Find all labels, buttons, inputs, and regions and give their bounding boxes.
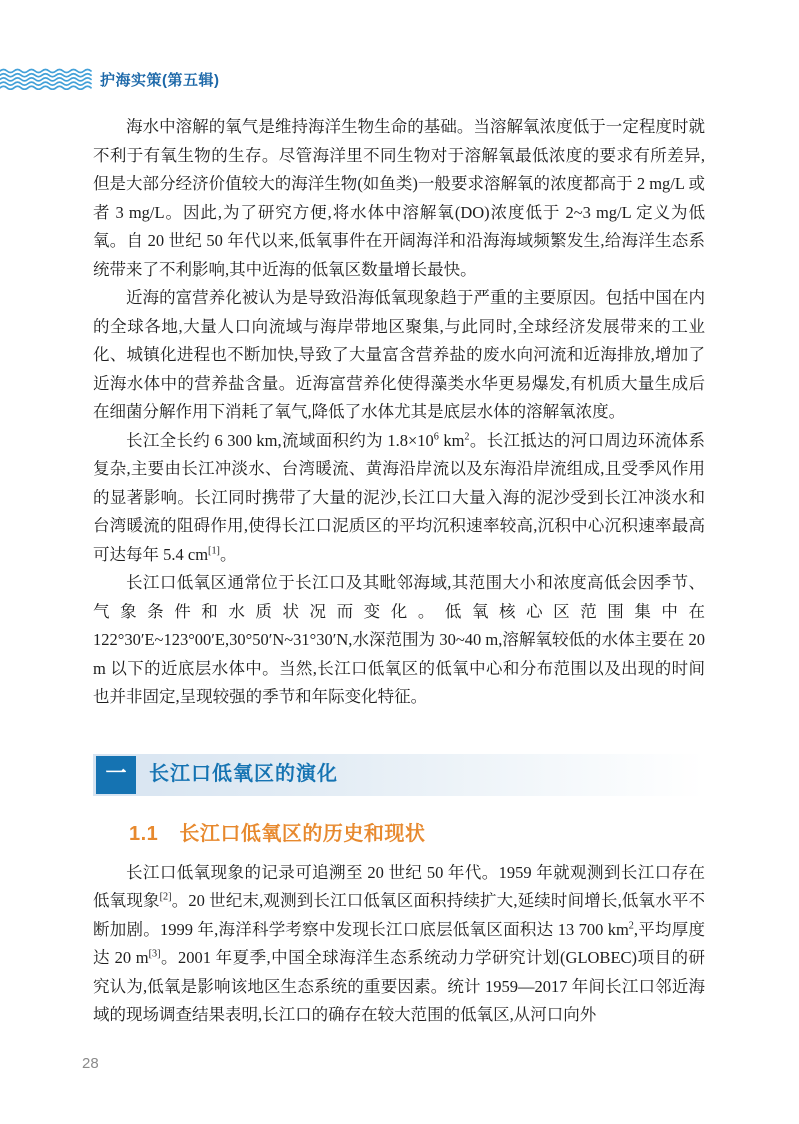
- waves-icon: [0, 68, 93, 90]
- section-heading-banner: [93, 754, 705, 796]
- paragraph-section-1: 长江口低氧现象的记录可追溯至 20 世纪 50 年代。1959 年就观测到长江口存在低氧现象[2]。20 世纪末,观测到长江口低氧区面积持续扩大,延续时间增长,低氧水平不断加剧。1999 年,海洋科学考察中发现长江口底层低氧区面积达 13 700 $km^2$,平均厚度达 20 m[3]。2001 年夏季,中国全球海洋生态系统动力学研究计划(GLOBEC)项目的研究认为,低氧是影响该地区生态系统的重要因素。统计 1959—2017 年间长江口邻近海域的现场调查结果表明,长江口的确存在较大范围的低氧区,从河口向外: [93, 862, 706, 1024]
- page-number: 28: [82, 1055, 99, 1072]
- paragraph-intro-1: 海水中溶解的氧气是维持海洋生物生命的基础。当溶解氧浓度低于一定程度时就不利于有氧生物的生存。尽管海洋里不同生物对于溶解氧最低浓度的要求有所差异,但是大部分经济价值较大的海洋生物(如鱼类)一般要求溶解氧的浓度都高于 2 mg/L 或者 3 mg/L。因此,为了研究方便,将水体中溶解氧(DO)浓度低于 2~3 mg/L 定义为低氧。自 20 世纪 50 年代以来,低氧事件在开阔海洋和沿海海域频繁发生,给海洋生态系统带来了不利影响,其中近海的低氧区数量增长最快。: [93, 117, 705, 279]
- paragraph-intro-2: 近海的富营养化被认为是导致沿海低氧现象趋于严重的主要原因。包括中国在内的全球各地,大量人口向流域与海岸带地区聚集,与此同时,全球经济发展带来的工业化、城镇化进程也不断加快,导致了大量富含营养盐的废水向河流和近海排放,增加了近海水体中的营养盐含量。近海富营养化使得藻类水华更易爆发,有机质大量生成后在细菌分解作用下消耗了氧气,降低了水体尤其是底层水体的溶解氧浓度。: [93, 288, 705, 421]
- page-body: [93, 113, 705, 1030]
- paragraph-intro-3: 长江全长约 6 300 km,流域面积约为 $1.8\times 10^6$ $km^2$。长江抵达的河口周边环流体系复杂,主要由长江冲淡水、台湾暖流、黄海沿岸流以及东海沿岸流组成,且受季风作用的显著影响。长江同时携带了大量的泥沙,长江口大量入海的泥沙受到长江冲淡水和台湾暖流的阻碍作用,使得长江口泥质区的平均沉积速率较高,沉积中心沉积速率最高可达每年 5.4 cm[1]。: [93, 430, 705, 564]
- section-number-box: [96, 756, 136, 794]
- paragraph-intro-4: 长江口低氧区通常位于长江口及其毗邻海域,其范围大小和浓度高低会因季节、气象条件和水质状况而变化。低氧核心区范围集中在 122°30′E~123°00′E,30°50′N~31°30′N,水深范围为 30~40 m,溶解氧较低的水体主要在 20 m 以下的近底层水体中。当然,长江口低氧区的低氧中心和分布范围以及出现的时间也并非固定,呈现较强的季节和年际变化特征。: [93, 573, 705, 706]
- section-title: 长江口低氧区的演化: [149, 763, 338, 786]
- subsection-number: 1.1: [129, 822, 159, 845]
- page-header: [0, 63, 220, 95]
- subsection-heading: [129, 821, 705, 847]
- book-title: 护海实策(第五辑): [100, 71, 220, 89]
- subsection-title: 长江口低氧区的历史和现状: [179, 822, 426, 845]
- section-number: 一: [105, 762, 127, 786]
